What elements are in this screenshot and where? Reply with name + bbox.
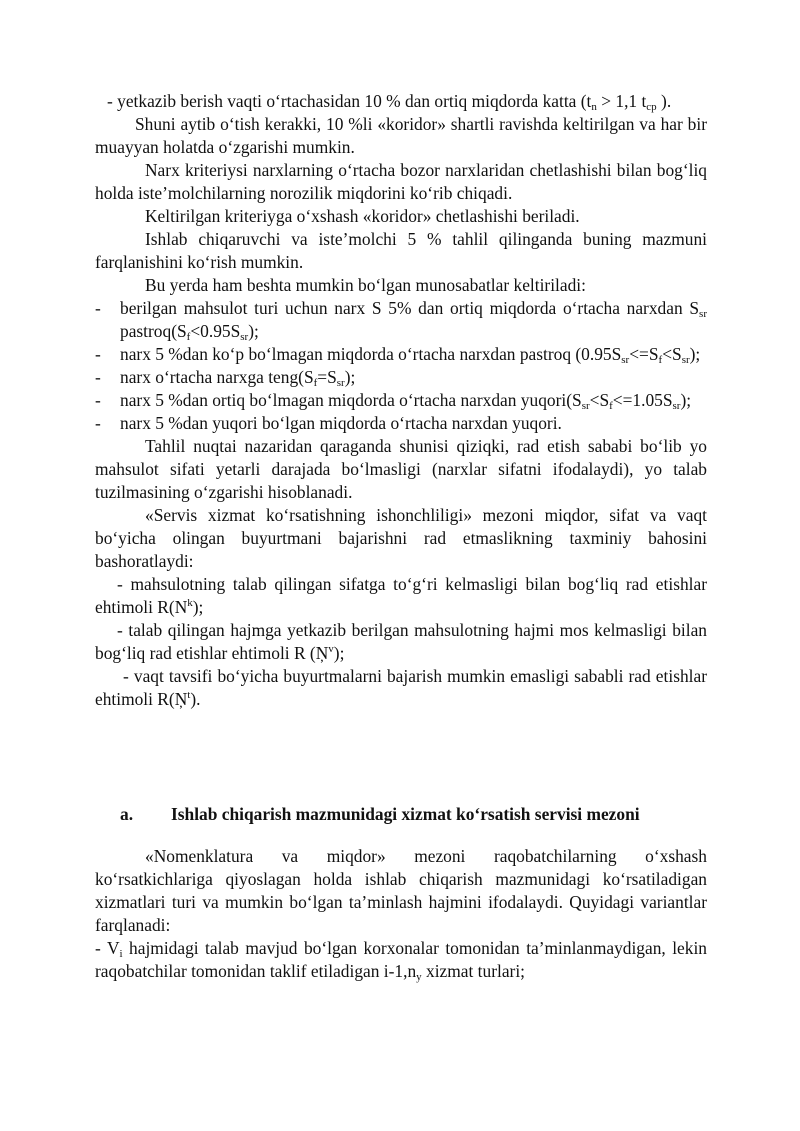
section-heading	[95, 803, 707, 826]
paragraph-analysis: Tahlil nuqtai nazaridan qaraganda shunisi qiziqki, rad etish sababi bo‘lib yo mahsulot sifati yetarli darajada bo‘lmasligi (narxlar sifatni ifodalaydi), yo talab tuzilmasining o‘zgarishi hisoblanadi.	[95, 436, 707, 502]
document-page	[95, 90, 707, 983]
paragraph-producer-consumer: Ishlab chiqaruvchi va iste’molchi 5 % tahlil qilinganda buning mazmuni farqlanishini ko‘rish mumkin.	[95, 229, 707, 272]
paragraph-quality-rejection: - mahsulotning talab qilingan sifatga to‘g‘ri kelmasligi bilan bog‘liq rad etishlar ehtimoli $R(N^k)$;	[95, 574, 707, 617]
paragraph-corridor-deviation: Keltirilgan kriteriyga o‘xshash «koridor» chetlashishi beriladi.	[145, 206, 580, 226]
section-number: a.	[120, 804, 134, 824]
paragraph-delivery-time: - yetkazib berish vaqti o‘rtachasidan 10 % dan ortiq miqdorda katta ($t_n > 1,1$ $t_{cp}$ ).	[107, 91, 672, 113]
section-title: Ishlab chiqarish mazmunidagi xizmat ko‘rsatish servisi mezoni	[171, 804, 640, 824]
list-item: - narx 5 %dan yuqori bo‘lgan miqdorda o‘rtacha narxdan yuqori.	[95, 413, 562, 433]
paragraph-nomenclature: «Nomenklatura va miqdor» mezoni raqobatchilarning o‘xshash ko‘rsatkichlariga qiyoslagan holda ishlab chiqarish mazmunidagi ko‘rsatiladigan xizmatlari turi va mumkin bo‘lgan ta’minlash hajmini ifodalaydi. Quyidagi variantlar farqlanadi:	[95, 846, 707, 935]
paragraph-five-relations: Bu yerda ham beshta mumkin bo‘lgan munosabatlar keltiriladi:	[145, 275, 586, 295]
paragraph-corridor-note: Shuni aytib o‘tish kerakki, 10 %li «koridor» shartli ravishda keltirilgan va har bir muayyan holatda o‘zgarishi mumkin.	[95, 114, 707, 157]
spacer	[95, 711, 707, 803]
paragraph-reliability-criterion: «Servis xizmat ko‘rsatishning ishonchliligi» mezoni miqdor, sifat va vaqt bo‘yicha olingan buyurtmani bajarishni rad etmaslikning taxminiy bahosini bashoratlaydi:	[95, 505, 707, 571]
paragraph-volume-rejection: - talab qilingan hajmga yetkazib berilgan mahsulotning hajmi mos kelmasligi bilan bog‘liq rad etishlar ehtimoli R $(Ņ^v)$;	[95, 620, 707, 663]
paragraph-service-types: - $V_i$ hajmidagi talab mavjud bo‘lgan korxonalar tomonidan ta’minlanmaydigan, lekin raqobatchilar tomonidan taklif etiladigan $i-1,n_y$ xizmat turlari;	[95, 938, 707, 983]
list-item: - berilgan mahsulot turi uchun narx S 5% dan ortiq miqdorda o‘rtacha narxdan $S_{sr}$ $pastroq(S_f<0.95S_{sr})$;	[95, 298, 707, 343]
list-item: - narx o‘rtacha narxga $teng(S_f=S_{sr})$;	[95, 367, 356, 389]
paragraph-time-rejection: - vaqt tavsifi bo‘yicha buyurtmalarni bajarish mumkin emasligi sababli rad etishlar ehtimoli $R(Ņ^t)$.	[95, 666, 707, 709]
list-item: - narx 5 %dan ortiq bo‘lmagan miqdorda o‘rtacha narxdan $yuqori(S_{sr}<S_f<=1.05S_{sr})$;	[95, 390, 692, 412]
paragraph-price-criterion: Narx kriteriysi narxlarning o‘rtacha bozor narxlaridan chetlashishi bilan bog‘liq holda iste’molchilarning norozilik miqdorini ko‘rib chiqadi.	[95, 160, 707, 203]
list-item: - narx 5 %dan ko‘p bo‘lmagan miqdorda o‘rtacha narxdan pastroq $(0.95S_{sr}<=S_f<S_{sr})$;	[95, 344, 701, 366]
